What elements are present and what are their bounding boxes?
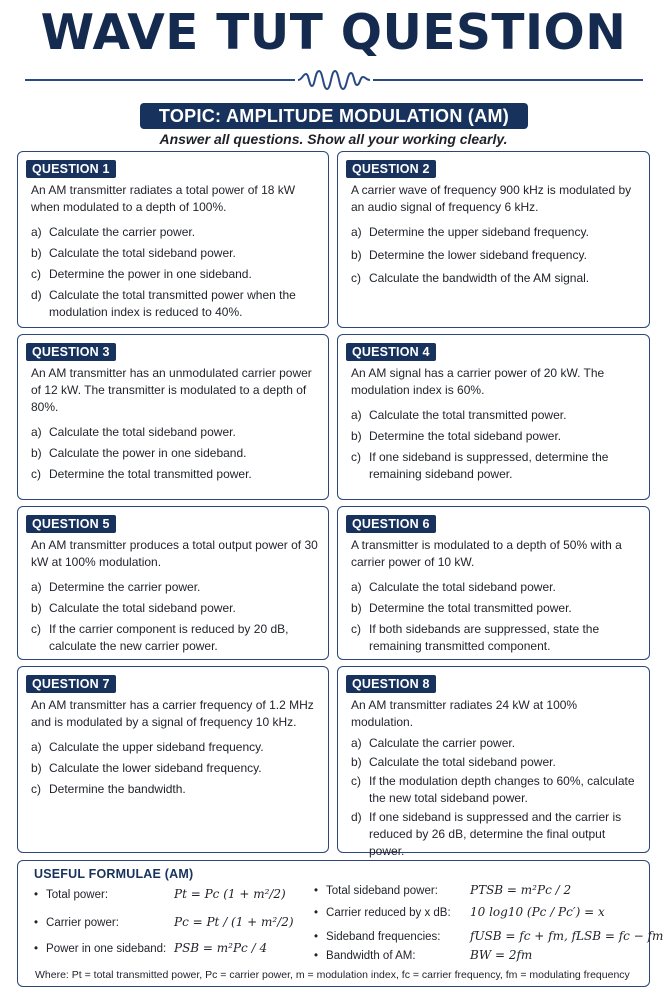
formula-label: • Total power:	[34, 889, 108, 901]
question-part: b) Calculate the power in one sideband.	[31, 446, 247, 460]
formula-equation: PTSB = m²Pc / 2	[470, 883, 572, 897]
question-part: c) Calculate the bandwidth of the AM signal.	[351, 271, 590, 285]
question-stem: An AM transmitter radiates a total power of 18 kW when modulated to a depth of 100%.	[31, 183, 296, 214]
formulae-legend: Where: Pt = total transmitted power, Pc = carrier power, m = modulation index, fc = carrier frequency, fm = modulating frequency	[35, 969, 630, 981]
formula-label: • Carrier reduced by x dB:	[314, 907, 451, 919]
question-card-2	[337, 151, 650, 328]
sine-wave-icon	[296, 68, 372, 92]
question-part: b) Determine the total transmitted power.	[351, 601, 572, 615]
formula-label: • Sideband frequencies:	[314, 931, 440, 943]
question-part: b) Determine the lower sideband frequency.	[351, 248, 587, 262]
question-card-1	[17, 151, 329, 328]
formula-equation: fUSB = fc + fm, fLSB = fc − fm	[470, 929, 664, 943]
page-title: WAVE TUT QUESTION	[40, 4, 627, 61]
question-card-3	[17, 334, 329, 500]
question-label: QUESTION 4	[346, 343, 436, 361]
question-part: c) If the carrier component is reduced by 20 dB, calculate the new carrier power.	[31, 622, 289, 653]
question-part: a) Calculate the total sideband power.	[351, 580, 556, 594]
question-label: QUESTION 5	[26, 515, 116, 533]
question-card-7	[17, 666, 329, 853]
question-stem: A transmitter is modulated to a depth of 50% with a carrier power of 10 kW.	[351, 538, 622, 569]
formula-equation: Pc = Pt / (1 + m²/2)	[174, 915, 294, 929]
topic-banner: TOPIC: AMPLITUDE MODULATION (AM)	[140, 103, 528, 129]
question-part: b) Calculate the total sideband power.	[31, 246, 236, 260]
question-part: c) Determine the total transmitted power.	[31, 467, 252, 481]
formula-label: • Carrier power:	[34, 917, 119, 929]
title-divider-right	[373, 79, 643, 81]
question-label: QUESTION 3	[26, 343, 116, 361]
formulae-panel	[17, 860, 664, 987]
question-part: a) Calculate the upper sideband frequency.	[31, 740, 264, 754]
question-stem: An AM transmitter has a carrier frequency of 1.2 MHz and is modulated by a signal of frequency 10 kHz.	[31, 698, 314, 729]
question-part: b) Calculate the total sideband power.	[351, 755, 556, 769]
question-part: c) Determine the power in one sideband.	[31, 267, 252, 281]
question-part: a) Calculate the total sideband power.	[31, 425, 236, 439]
title-divider-left	[25, 79, 295, 81]
question-part: b) Calculate the total sideband power.	[31, 601, 236, 615]
question-part: c) If both sidebands are suppressed, state the remaining transmitted component.	[351, 622, 600, 653]
formula-equation: 10 log10 (Pc / Pc′) = x	[470, 905, 605, 919]
formula-label: • Total sideband power:	[314, 885, 438, 897]
formula-equation: Pt = Pc (1 + m²/2)	[174, 887, 286, 901]
question-card-8	[337, 666, 650, 858]
question-part: c) If the modulation depth changes to 60%, calculate the new total sideband power.	[351, 774, 635, 805]
question-label: QUESTION 1	[26, 160, 116, 178]
question-card-4	[337, 334, 650, 500]
question-stem: A carrier wave of frequency 900 kHz is modulated by an audio signal of frequency 6 kHz.	[351, 183, 632, 214]
question-part: a) Calculate the total transmitted power.	[351, 408, 567, 422]
question-stem: An AM transmitter radiates 24 kW at 100% modulation.	[351, 698, 578, 729]
question-part: d) Calculate the total transmitted power when the modulation index is reduced to 40%.	[31, 288, 296, 319]
formula-equation: PSB = m²Pc / 4	[174, 941, 268, 955]
question-part: b) Determine the total sideband power.	[351, 429, 562, 443]
question-stem: An AM signal has a carrier power of 20 kW. The modulation index is 60%.	[351, 366, 605, 397]
question-part: a) Calculate the carrier power.	[31, 225, 196, 239]
question-label: QUESTION 7	[26, 675, 116, 693]
question-part: a) Determine the upper sideband frequency.	[351, 225, 589, 239]
question-stem: An AM transmitter produces a total output power of 30 kW at 100% modulation.	[31, 538, 318, 569]
question-label: QUESTION 6	[346, 515, 436, 533]
question-part: a) Determine the carrier power.	[31, 580, 201, 594]
instructions: Answer all questions. Show all your working clearly.	[159, 131, 508, 147]
question-part: a) Calculate the carrier power.	[351, 736, 516, 750]
formula-label: • Power in one sideband:	[34, 943, 166, 955]
question-label: QUESTION 2	[346, 160, 436, 178]
question-card-6	[337, 506, 650, 660]
formula-equation: BW = 2fm	[470, 948, 533, 962]
question-part: b) Calculate the lower sideband frequency.	[31, 761, 262, 775]
formula-label: • Bandwidth of AM:	[314, 950, 416, 962]
question-label: QUESTION 8	[346, 675, 436, 693]
question-stem: An AM transmitter has an unmodulated carrier power of 12 kW. The transmitter is modulated to a depth of 80%.	[31, 366, 312, 414]
question-card-5	[17, 506, 329, 660]
formulae-title: USEFUL FORMULAE (AM)	[34, 867, 194, 881]
question-part: c) Determine the bandwidth.	[31, 782, 186, 796]
question-part: c) If one sideband is suppressed, determine the remaining sideband power.	[351, 450, 609, 481]
question-part: d) If one sideband is suppressed and the carrier is reduced by 26 dB, determine the final output power.	[351, 810, 622, 858]
